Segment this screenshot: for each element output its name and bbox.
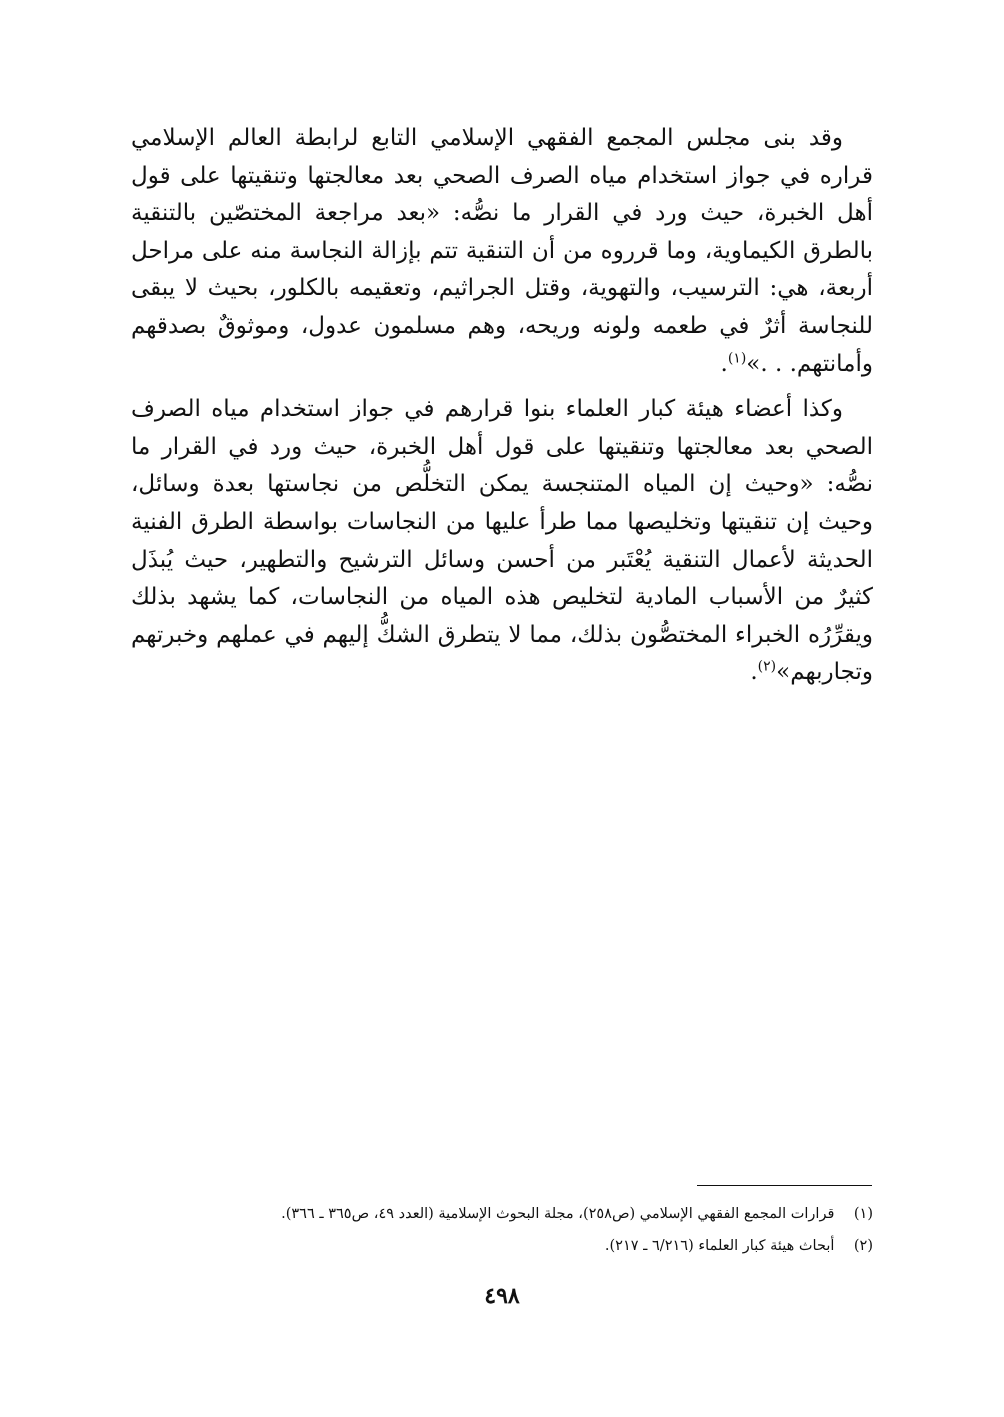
footnote-2-text: أبحاث هيئة كبار العلماء (٦/٢١٦ ـ ٢١٧). — [604, 1238, 835, 1254]
footnote-ref-2: (٢) — [757, 658, 777, 675]
paragraph-1-end: . — [720, 350, 728, 377]
footnote-1 — [131, 1198, 873, 1230]
footnote-ref-1: (١) — [727, 349, 747, 366]
paragraph-2 — [131, 391, 873, 692]
footnote-1-number: (١) — [853, 1206, 873, 1222]
paragraph-2-end: . — [750, 659, 758, 686]
footnotes — [131, 1198, 873, 1262]
paragraph-2-text: وكذا أعضاء هيئة كبار العلماء بنوا قرارهم في جواز استخدام مياه الصرف الصحي بعد معالجتها وتنقيتها على قول أهل الخبرة، حيث ورد في القرار ما نصُّه: «وحيث إن المياه المتنجسة يمكن التخلُّص من نجاستها بعدة وسائل، وحيث إن تنقيتها وتخليصها مما طرأ عليها من النجاسات بواسطة الطرق الفنية الحديثة لأعمال التنقية يُعْتَبر من أحسن وسائل الترشيح والتطهير، حيث يُبذَل كثيرٌ من الأسباب المادية لتخليص هذه المياه من النجاسات، كما يشهد بذلك ويقرِّرُه الخبراء المختصُّون بذلك، مما لا يتطرق الشكُّ إليهم في عملهم وخبرتهم وتجاربهم» — [131, 396, 873, 686]
footnote-separator — [697, 1185, 872, 1186]
paragraph-1-text: وقد بنى مجلس المجمع الفقهي الإسلامي التابع لرابطة العالم الإسلامي قراره في جواز استخدام مياه الصرف الصحي بعد معالجتها وتنقيتها على قول أهل الخبرة، حيث ورد في القرار ما نصُّه: «بعد مراجعة المختصّين بالتنقية بالطرق الكيماوية، وما قرروه من أن التنقية تتم بإزالة النجاسة منه على مراحل أربعة، هي: الترسيب، والتهوية، وقتل الجراثيم، وتعقيمه بالكلور، بحيث لا يبقى للنجاسة أثرٌ في طعمه ولونه وريحه، وهم مسلمون عدول، وموثوقٌ بصدقهم وأمانتهم. . .» — [131, 125, 873, 377]
paragraph-1 — [131, 120, 873, 383]
footnote-2-number: (٢) — [853, 1238, 873, 1254]
footnote-1-text: قرارات المجمع الفقهي الإسلامي (ص٢٥٨)، مجلة البحوث الإسلامية (العدد ٤٩، ص٣٦٥ ـ ٣٦٦). — [281, 1206, 835, 1222]
footnote-2 — [131, 1230, 873, 1262]
page-number: ٤٩٨ — [484, 1283, 520, 1309]
body-text — [131, 120, 873, 700]
